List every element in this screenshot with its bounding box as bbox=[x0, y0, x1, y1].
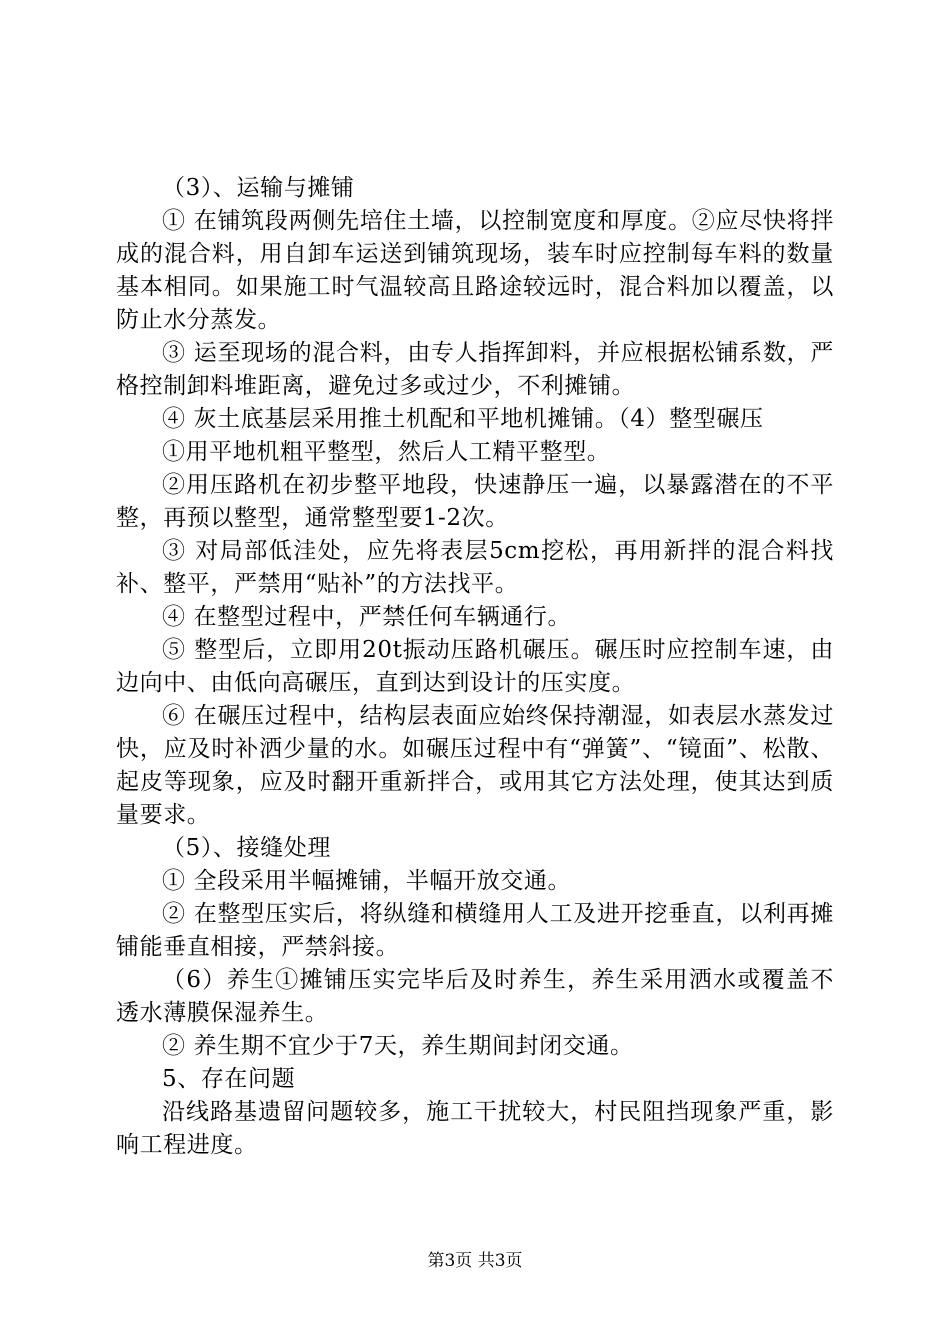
document-body bbox=[116, 172, 834, 1162]
paragraph-shaping-5: ⑤ 整型后，立即用20t振动压路机碾压。碾压时应控制车速，由边向中、由低向高碾压，直到达到设计的压实度。 bbox=[116, 637, 834, 696]
paragraph-shaping-1: ①用平地机粗平整型，然后人工精平整型。 bbox=[162, 439, 611, 465]
section-heading-joints: （5）、接缝处理 bbox=[162, 835, 331, 861]
paragraph-transport-4: ④ 灰土底基层采用推土机配和平地机摊铺。（4）整型碾压 bbox=[162, 406, 764, 432]
paragraph-shaping-3: ③ 对局部低洼处，应先将表层5cm挖松，再用新拌的混合料找补、整平，严禁用“贴补”的方法找平。 bbox=[116, 538, 834, 597]
paragraph-shaping-4: ④ 在整型过程中，严禁任何车辆通行。 bbox=[162, 604, 572, 630]
paragraph-transport-3: ③ 运至现场的混合料，由专人指挥卸料，并应根据松铺系数，严格控制卸料堆距离，避免过多或过少，不利摊铺。 bbox=[116, 340, 834, 399]
paragraph-joints-2: ② 在整型压实后，将纵缝和横缝用人工及进开挖垂直，以利再摊铺能垂直相接，严禁斜接。 bbox=[116, 901, 834, 960]
paragraph-curing-1: （6）养生①摊铺压实完毕后及时养生，养生采用洒水或覆盖不透水薄膜保湿养生。 bbox=[116, 967, 834, 1026]
paragraph-shaping-2: ②用压路机在初步整平地段，快速静压一遍，以暴露潜在的不平整，再预以整型，通常整型要1-2次。 bbox=[116, 472, 834, 531]
paragraph-joints-1: ① 全段采用半幅摊铺，半幅开放交通。 bbox=[162, 868, 572, 894]
page-number-footer: 第3页 共3页 bbox=[427, 1251, 523, 1271]
section-heading-transport: （3）、运输与摊铺 bbox=[162, 175, 355, 201]
section-heading-issues: 5、存在问题 bbox=[162, 1066, 296, 1092]
paragraph-shaping-6: ⑥ 在碾压过程中，结构层表面应始终保持潮湿，如表层水蒸发过快，应及时补洒少量的水。如碾压过程中有“弹簧”、“镜面”、松散、起皮等现象，应及时翻开重新拌合，或用其它方法处理，使其达到质量要求。 bbox=[116, 703, 834, 828]
paragraph-issues: 沿线路基遗留问题较多，施工干扰较大，村民阻挡现象严重，影响工程进度。 bbox=[116, 1099, 834, 1158]
paragraph-curing-2: ② 养生期不宜少于7天，养生期间封闭交通。 bbox=[162, 1033, 634, 1059]
paragraph-transport-1: ① 在铺筑段两侧先培住土墙，以控制宽度和厚度。②应尽快将拌成的混合料，用自卸车运送到铺筑现场，装车时应控制每车料的数量基本相同。如果施工时气温较高且路途较远时，混合料加以覆盖，以防止水分蒸发。 bbox=[116, 208, 834, 333]
